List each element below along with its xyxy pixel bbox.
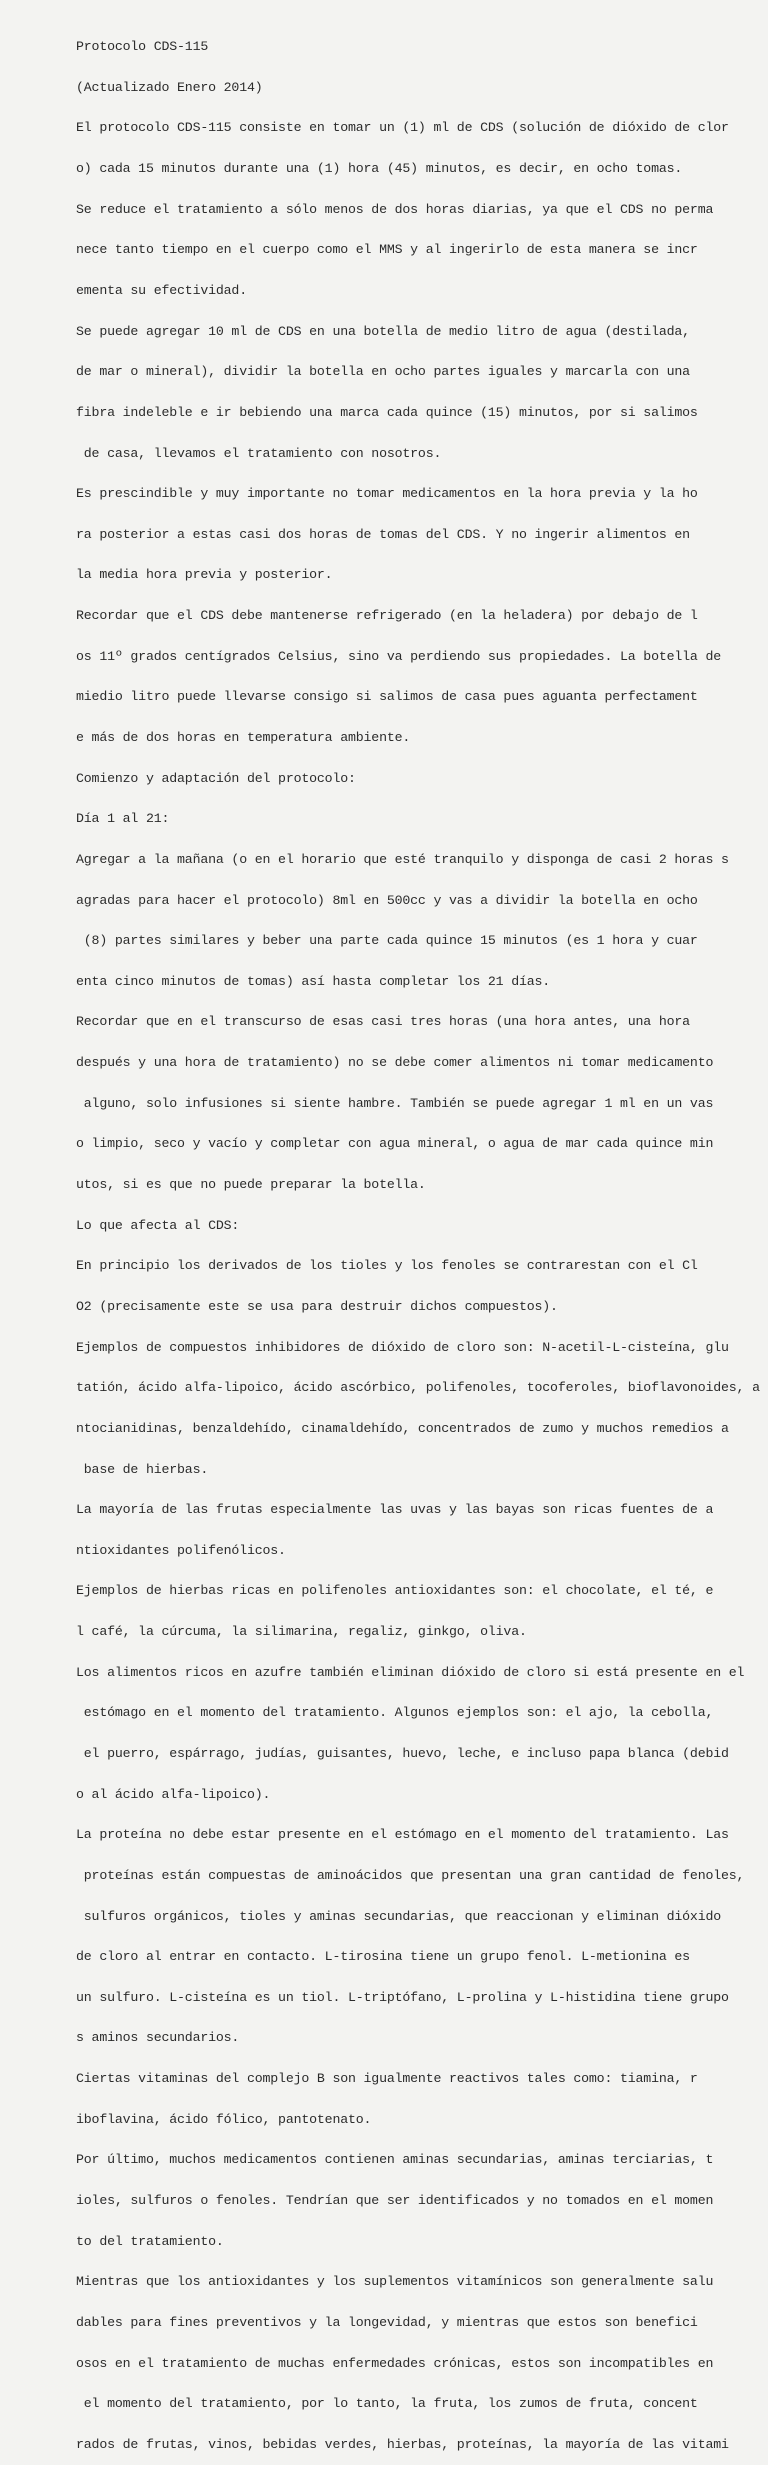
text-line: de casa, llevamos el tratamiento con nosotros. (76, 445, 442, 461)
text-line: sulfuros orgánicos, tioles y aminas secundarias, que reaccionan y eliminan dióxido (76, 1908, 722, 1924)
text-line: Recordar que el CDS debe mantenerse refrigerado (en la heladera) por debajo de l (76, 608, 698, 624)
text-line: osos en el tratamiento de muchas enfermedades crónicas, estos son incompatibles en (76, 2355, 714, 2371)
text-line: o) cada 15 minutos durante una (1) hora (45) minutos, es decir, en ocho tomas. (76, 161, 683, 177)
text-line: to del tratamiento. (76, 2233, 224, 2249)
document-body (76, 13, 760, 2465)
text-line: de cloro al entrar en contacto. L-tirosina tiene un grupo fenol. L-metionina es (76, 1949, 690, 1965)
text-line: enta cinco minutos de tomas) así hasta completar los 21 días. (76, 973, 551, 989)
update-date: (Actualizado Enero 2014) (76, 79, 263, 95)
text-line: ementa su efectividad. (76, 282, 247, 298)
text-line: s aminos secundarios. (76, 2030, 240, 2046)
text-line: ra posterior a estas casi dos horas de tomas del CDS. Y no ingerir alimentos en (76, 526, 690, 542)
text-line: Ejemplos de compuestos inhibidores de dióxido de cloro son: N-acetil-L-cisteína, glu (76, 1339, 729, 1355)
text-line: dables para fines preventivos y la longevidad, y mientras que estos son benefici (76, 2314, 698, 2330)
text-line: (8) partes similares y beber una parte cada quince 15 minutos (es 1 hora y cuar (76, 933, 698, 949)
text-line: el momento del tratamiento, por lo tanto, la fruta, los zumos de fruta, concent (76, 2396, 698, 2412)
text-line: l café, la cúrcuma, la silimarina, regaliz, ginkgo, oliva. (76, 1624, 527, 1640)
text-line: Agregar a la mañana (o en el horario que esté tranquilo y disponga de casi 2 horas s (76, 851, 729, 867)
text-line: En principio los derivados de los tioles y los fenoles se contrarestan con el Cl (76, 1258, 698, 1274)
text-line: o al ácido alfa-lipoico). (76, 1786, 271, 1802)
text-line: Es prescindible y muy importante no tomar medicamentos en la hora previa y la ho (76, 486, 698, 502)
text-line: agradas para hacer el protocolo) 8ml en 500cc y vas a dividir la botella en ocho (76, 892, 698, 908)
text-line: Recordar que en el transcurso de esas casi tres horas (una hora antes, una hora (76, 1014, 690, 1030)
text-line: Ejemplos de hierbas ricas en polifenoles antioxidantes son: el chocolate, el té, e (76, 1583, 714, 1599)
text-line: Ciertas vitaminas del complejo B son igualmente reactivos tales como: tiamina, r (76, 2071, 698, 2087)
text-line: Mientras que los antioxidantes y los suplementos vitamínicos son generalmente salu (76, 2274, 714, 2290)
text-line: La mayoría de las frutas especialmente las uvas y las bayas son ricas fuentes de a (76, 1502, 714, 1518)
text-line: Por último, muchos medicamentos contienen aminas secundarias, aminas terciarias, t (76, 2152, 714, 2168)
text-line: ioles, sulfuros o fenoles. Tendrían que ser identificados y no tomados en el momen (76, 2193, 714, 2209)
text-line: base de hierbas. (76, 1461, 209, 1477)
document-title: Protocolo CDS-115 (76, 39, 209, 55)
section-subheading: Día 1 al 21: (76, 811, 170, 827)
text-line: miedio litro puede llevarse consigo si salimos de casa pues aguanta perfectament (76, 689, 698, 705)
text-line: El protocolo CDS-115 consiste en tomar un (1) ml de CDS (solución de dióxido de clor (76, 120, 729, 136)
text-line: Los alimentos ricos en azufre también eliminan dióxido de cloro si está presente en el (76, 1664, 745, 1680)
text-line: de mar o mineral), dividir la botella en ocho partes iguales y marcarla con una (76, 364, 690, 380)
section-heading: Lo que afecta al CDS: (76, 1217, 240, 1233)
text-line: os 11º grados centígrados Celsius, sino va perdiendo sus propiedades. La botella de (76, 648, 722, 664)
text-line: iboflavina, ácido fólico, pantotenato. (76, 2111, 372, 2127)
text-line: Se reduce el tratamiento a sólo menos de dos horas diarias, ya que el CDS no perma (76, 201, 714, 217)
text-line: ntocianidinas, benzaldehído, cinamaldehído, concentrados de zumo y muchos remedios a (76, 1420, 729, 1436)
text-line: alguno, solo infusiones si siente hambre. También se puede agregar 1 ml en un vas (76, 1095, 714, 1111)
text-line: rados de frutas, vinos, bebidas verdes, hierbas, proteínas, la mayoría de las vitami (76, 2436, 729, 2452)
section-heading: Comienzo y adaptación del protocolo: (76, 770, 356, 786)
text-line: tatión, ácido alfa-lipoico, ácido ascórbico, polifenoles, tocoferoles, bioflavonoides, a (76, 1380, 760, 1396)
text-line: Se puede agregar 10 ml de CDS en una botella de medio litro de agua (destilada, (76, 323, 690, 339)
text-line: La proteína no debe estar presente en el estómago en el momento del tratamiento. Las (76, 1827, 729, 1843)
text-line: proteínas están compuestas de aminoácidos que presentan una gran cantidad de fenoles, (76, 1867, 745, 1883)
text-line: o limpio, seco y vacío y completar con agua mineral, o agua de mar cada quince min (76, 1136, 714, 1152)
text-line: después y una hora de tratamiento) no se debe comer alimentos ni tomar medicamento (76, 1055, 714, 1071)
text-line: estómago en el momento del tratamiento. Algunos ejemplos son: el ajo, la cebolla, (76, 1705, 714, 1721)
text-line: O2 (precisamente este se usa para destruir dichos compuestos). (76, 1298, 558, 1314)
text-line: fibra indeleble e ir bebiendo una marca cada quince (15) minutos, por si salimos (76, 404, 698, 420)
text-line: nece tanto tiempo en el cuerpo como el MMS y al ingerirlo de esta manera se incr (76, 242, 698, 258)
text-line: utos, si es que no puede preparar la botella. (76, 1177, 426, 1193)
text-line: e más de dos horas en temperatura ambiente. (76, 729, 411, 745)
text-line: ntioxidantes polifenólicos. (76, 1542, 286, 1558)
text-line: la media hora previa y posterior. (76, 567, 333, 583)
text-line: un sulfuro. L-cisteína es un tiol. L-triptófano, L-prolina y L-histidina tiene grupo (76, 1989, 729, 2005)
text-line: el puerro, espárrago, judías, guisantes, huevo, leche, e incluso papa blanca (debid (76, 1746, 729, 1761)
